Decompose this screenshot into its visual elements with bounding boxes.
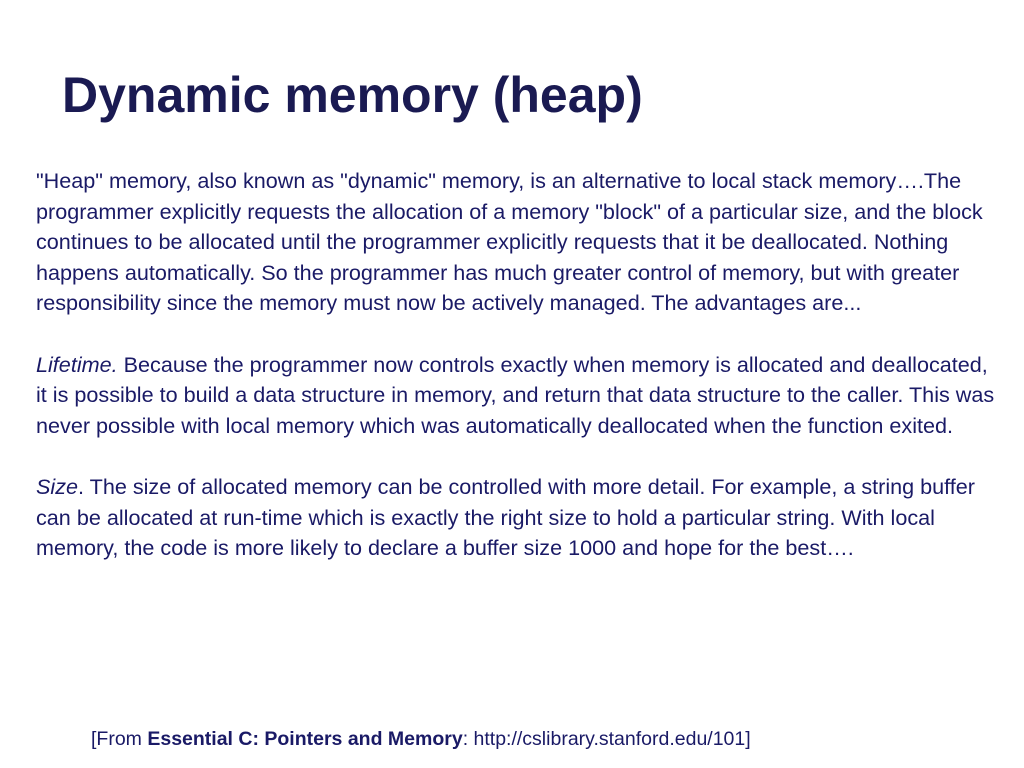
paragraph-lifetime-text: Because the programmer now controls exactly when memory is allocated and deallocated, it is possible to build a data structure in memory, and return that data structure to the caller. This was never possible with local memory which was automatically deallocated when the function exited. <box>36 351 995 438</box>
paragraph-intro-text: "Heap" memory, also known as "dynamic" memory, is an alternative to local stack memory….The programmer explicitly requests the allocation of a memory "block" of a particular size, and the block continues to be allocated until the programmer explicitly requests that it be deallocated. Nothing happens automatically. So the programmer has much greater control of memory, but with greater responsibility since the memory must now be actively managed. The advantages are... <box>36 168 983 316</box>
slide-body <box>36 166 996 594</box>
source-suffix: ] <box>745 728 751 750</box>
source-prefix: [From <box>91 728 148 750</box>
paragraph-size <box>36 472 996 564</box>
paragraph-intro <box>36 166 996 319</box>
source-book-title: Essential C: Pointers and Memory <box>147 728 463 750</box>
source-citation <box>91 728 751 751</box>
paragraph-size-text: . The size of allocated memory can be controlled with more detail. For example, a string buffer can be allocated at run-time which is exactly the right size to hold a particular string. With local memory, the code is more likely to declare a buffer size 1000 and hope for the best…. <box>36 473 975 561</box>
source-url: http://cslibrary.stanford.edu/101 <box>473 728 746 750</box>
source-separator: : <box>462 728 474 750</box>
slide-title: Dynamic memory (heap) <box>62 67 643 123</box>
paragraph-size-lead: Size <box>36 473 79 499</box>
paragraph-lifetime <box>36 350 996 442</box>
paragraph-lifetime-lead: Lifetime. <box>36 351 118 377</box>
